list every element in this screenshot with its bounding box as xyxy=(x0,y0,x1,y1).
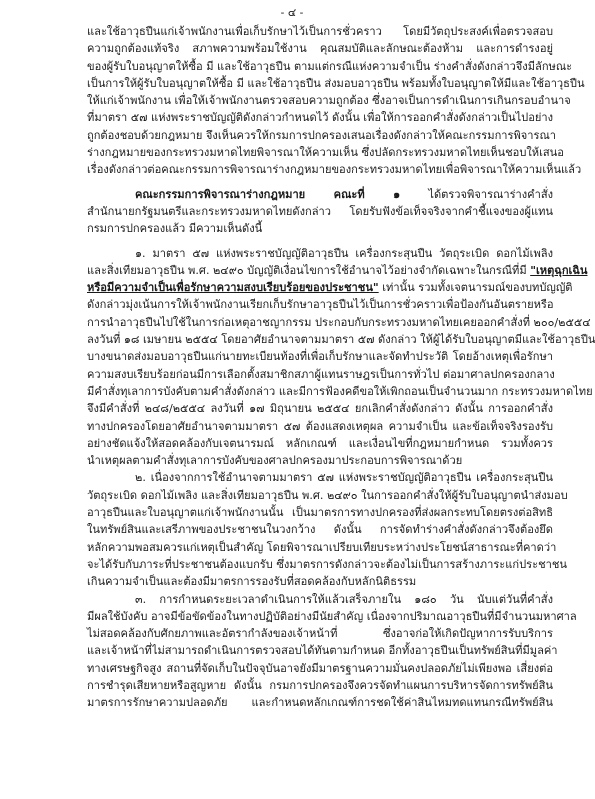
page-number: - ๔ - xyxy=(280,6,304,19)
text-line: เรื่องดังกล่าวต่อคณะกรรมการพิจารณาร่างกฎหมายของกระทรวงมหาดไทยเพื่อพิจารณาให้ความเห็นแล้ว xyxy=(87,163,582,177)
paragraph-1 xyxy=(87,23,585,179)
text-line: มีคำสั่งทุเลาการบังคับตามคำสั่งดังกล่าว และมีการฟ้องคดีขอให้เพิกถอนเป็นจำนวนมาก กระทรวงมหาดไทย xyxy=(87,384,593,398)
text-line: กรมการปกครองแล้ว มีความเห็นดังนี้ xyxy=(87,222,263,236)
text-line: ของผู้รับใบอนุญาตให้ซื้อ มี และใช้อาวุธปืน ตามแต่กรณีแห่งความจำเป็น ร่างคำสั่งดังกล่าวจึงมีลักษณะ xyxy=(87,59,573,73)
text-line: วัตถุระเบิด ดอกไม้เพลิง และสิ่งเทียมอาวุธปืน พ.ศ. ๒๔๙๐ ในการออกคำสั่งให้ผู้รับใบอนุญาตนำส่งมอบ xyxy=(87,488,568,502)
text-line: จะได้รับกับภาระที่ประชาชนต้องแบกรับ ซึ่งมาตรการดังกล่าวจะต้องไม่เป็นการสร้างภาระแก่ประชาชน xyxy=(87,557,567,571)
text-line: บางขนาดส่งมอบอาวุธปืนแก่นายทะเบียนท้องที่เพื่อเก็บรักษาและจัดทำประวัติ โดยอ้างเหตุเพื่อรักษา xyxy=(87,350,553,364)
text-line: ลงวันที่ ๑๘ เมษายน ๒๕๕๔ โดยอาศัยอำนาจตามมาตรา ๕๗ ดังกล่าว ให้ผู้ได้รับใบอนุญาตมีและใช้อาวุธปืน xyxy=(87,333,595,347)
text-line: เป็นการให้ผู้รับใบอนุญาตให้ซื้อ มี และใช้อาวุธปืน ส่งมอบอาวุธปืน พร้อมทั้งใบอนุญาตให้มีและใช้อาวุธปืน xyxy=(87,76,585,90)
text-line: อย่างชัดแจ้งให้สอดคล้องกับเจตนารมณ์ หลักเกณฑ์ และเงื่อนไขที่กฎหมายกำหนด รวมทั้งควร xyxy=(87,436,553,450)
body-text xyxy=(87,23,595,712)
text-line: หลักความพอสมควรแก่เหตุเป็นสำคัญ โดยพิจารณาเปรียบเทียบระหว่างประโยชน์สาธารณะที่คาดว่า xyxy=(87,540,557,554)
text-line: ถูกต้องชอบด้วยกฎหมาย จึงเห็นควรให้กรมการปกครองเสนอเรื่องดังกล่าวให้คณะกรรมการพิจารณา xyxy=(87,128,556,142)
text-line: ในทรัพย์สินและเสรีภาพของประชาชนในวงกว้าง ดังนั้น การจัดทำร่างคำสั่งดังกล่าวจึงต้องยึด xyxy=(87,523,553,537)
paragraph-3 xyxy=(87,245,595,470)
text-line xyxy=(87,262,588,279)
text-line: นำเหตุผลตามคำสั่งทุเลาการบังคับของศาลปกครองมาประกอบการพิจารณาด้วย xyxy=(87,454,463,468)
text-fragment: ได้ตรวจพิจารณาร่างคำสั่ง xyxy=(400,187,554,201)
text-line: มาตรการรักษาความปลอดภัย และกำหนดหลักเกณฑ์การชดใช้ค่าสินไหมทดแทนกรณีทรัพย์สิน xyxy=(87,696,553,710)
text-fragment: เท่านั้น รวมทั้งเจตนารมณ์ของบทบัญญัติ xyxy=(378,281,573,295)
text-line: และใช้อาวุธปืนแก่เจ้าพนักงานเพื่อเก็บรักษาไว้เป็นการชั่วคราว โดยมีวัตถุประสงค์เพื่อตรวจสอบ xyxy=(87,25,553,38)
text-line: ความสงบเรียบร้อยก่อนมีการเลือกตั้งสมาชิกสภาผู้แทนราษฎรเป็นการทั่วไป ต่อมาศาลปกครองกลาง xyxy=(87,367,555,381)
text-line: ร่างกฎหมายของกระทรวงมหาดไทยพิจารณาให้ความเห็น ซึ่งปลัดกระทรวงมหาดไทยเห็นชอบให้เสนอ xyxy=(87,146,564,160)
text-line: สำนักนายกรัฐมนตรีและกระทรวงมหาดไทยดังกล่าว โดยรับฟังข้อเท็จจริงจากคำชี้แจงของผู้แทน xyxy=(87,204,553,218)
text-line: เกินความจำเป็นและต้องมีมาตรการรองรับที่สอดคล้องกับหลักนิติธรรม xyxy=(87,575,417,589)
text-line: ดังกล่าวมุ่งเน้นการให้เจ้าพนักงานเรียกเก็บรักษาอาวุธปืนไว้เป็นการชั่วคราวเพื่อป้องกันอันตรายหรือ xyxy=(87,298,554,312)
paragraph-4 xyxy=(87,469,568,590)
text-line: ให้แก่เจ้าพนักงาน เพื่อให้เจ้าพนักงานตรวจสอบความถูกต้อง ซึ่งอาจเป็นการดำเนินการเกินกรอบอำนาจ xyxy=(87,94,571,108)
text-line: ไม่สอดคล้องกับศักยภาพและอัตรากำลังของเจ้าหน้าที่ ซึ่งอาจก่อให้เกิดปัญหาการรับบริการ xyxy=(87,627,553,641)
text-line: ๒. เนื่องจากการใช้อำนาจตามมาตรา ๕๗ แห่งพระราชบัญญัติอาวุธปืน เครื่องกระสุนปืน xyxy=(135,471,553,485)
text-line: ทางเศรษฐกิจสูง สถานที่จัดเก็บในปัจจุบันอาจยังมีมาตรฐานความมั่นคงปลอดภัยไม่เพียงพอ เสี่ยงต่อ xyxy=(87,661,553,675)
text-line: และเจ้าหน้าที่ไม่สามารถดำเนินการตรวจสอบได้ทันตามกำหนด อีกทั้งอาวุธปืนเป็นทรัพย์สินที่มีมูลค่า xyxy=(87,644,558,658)
text-line: การนำอาวุธปืนไปใช้ในการก่อเหตุอาชญากรรม ประกอบกับกระทรวงมหาดไทยเคยออกคำสั่งที่ ๒๐๐/๒๕๕๔ xyxy=(87,315,591,329)
text-line: การชำรุดเสียหายหรือสูญหาย ดังนั้น กรมการปกครองจึงควรจัดทำแผนการบริหารจัดการทรัพย์สิน xyxy=(87,678,553,692)
text-line: มีผลใช้บังคับ อาจมีข้อขัดข้องในทางปฏิบัติอย่างมีนัยสำคัญ เนื่องจากปริมาณอาวุธปืนที่มีจำนวนมหาศาล xyxy=(87,609,577,623)
text-line: จึงมีคำสั่งที่ ๒๔๘/๒๕๕๔ ลงวันที่ ๑๗ มิถุนายน ๒๕๕๔ ยกเลิกคำสั่งดังกล่าว ดังนั้น การออกคำสั่ง xyxy=(87,402,553,416)
text-line xyxy=(87,186,553,203)
emphasis-text: หรือมีความจำเป็นเพื่อรักษาความสงบเรียบร้อยของประชาชน" xyxy=(87,281,379,295)
paragraph-5 xyxy=(87,591,577,712)
text-line: ทางปกครองโดยอาศัยอำนาจตามมาตรา ๕๗ ต้องแสดงเหตุผล ความจำเป็น และข้อเท็จจริงรองรับ xyxy=(87,419,553,433)
emphasis-text: "เหตุฉุกเฉิน xyxy=(530,263,588,277)
text-line: ความถูกต้องแท้จริง สภาพความพร้อมใช้งาน คุณสมบัติและลักษณะต้องห้าม และการดำรงอยู่ xyxy=(87,42,553,56)
committee-heading: คณะกรรมการพิจารณาร่างกฎหมาย คณะที่ ๑ xyxy=(135,187,401,201)
text-line: ๑. มาตรา ๕๗ แห่งพระราชบัญญัติอาวุธปืน เครื่องกระสุนปืน วัตถุระเบิด ดอกไม้เพลิง xyxy=(135,246,553,260)
text-line: ๓. การกำหนดระยะเวลาดำเนินการให้แล้วเสร็จภายใน ๑๘๐ วัน นับแต่วันที่คำสั่ง xyxy=(135,592,553,606)
paragraph-2 xyxy=(87,186,553,238)
text-line: ที่มาตรา ๕๗ แห่งพระราชบัญญัติดังกล่าวกำหนดไว้ ดังนั้น เพื่อให้การออกคำสั่งดังกล่าวเป็นไปอย่าง xyxy=(87,111,554,125)
text-fragment: และสิ่งเทียมอาวุธปืน พ.ศ. ๒๔๙๐ บัญญัติเงื่อนไขการใช้อำนาจไว้อย่างจำกัดเฉพาะในกรณีที่มี xyxy=(87,263,531,277)
text-line xyxy=(87,279,573,296)
text-line: อาวุธปืนและใบอนุญาตแก่เจ้าพนักงานนั้น เป็นมาตรการทางปกครองที่ส่งผลกระทบโดยตรงต่อสิทธิ xyxy=(87,506,553,520)
